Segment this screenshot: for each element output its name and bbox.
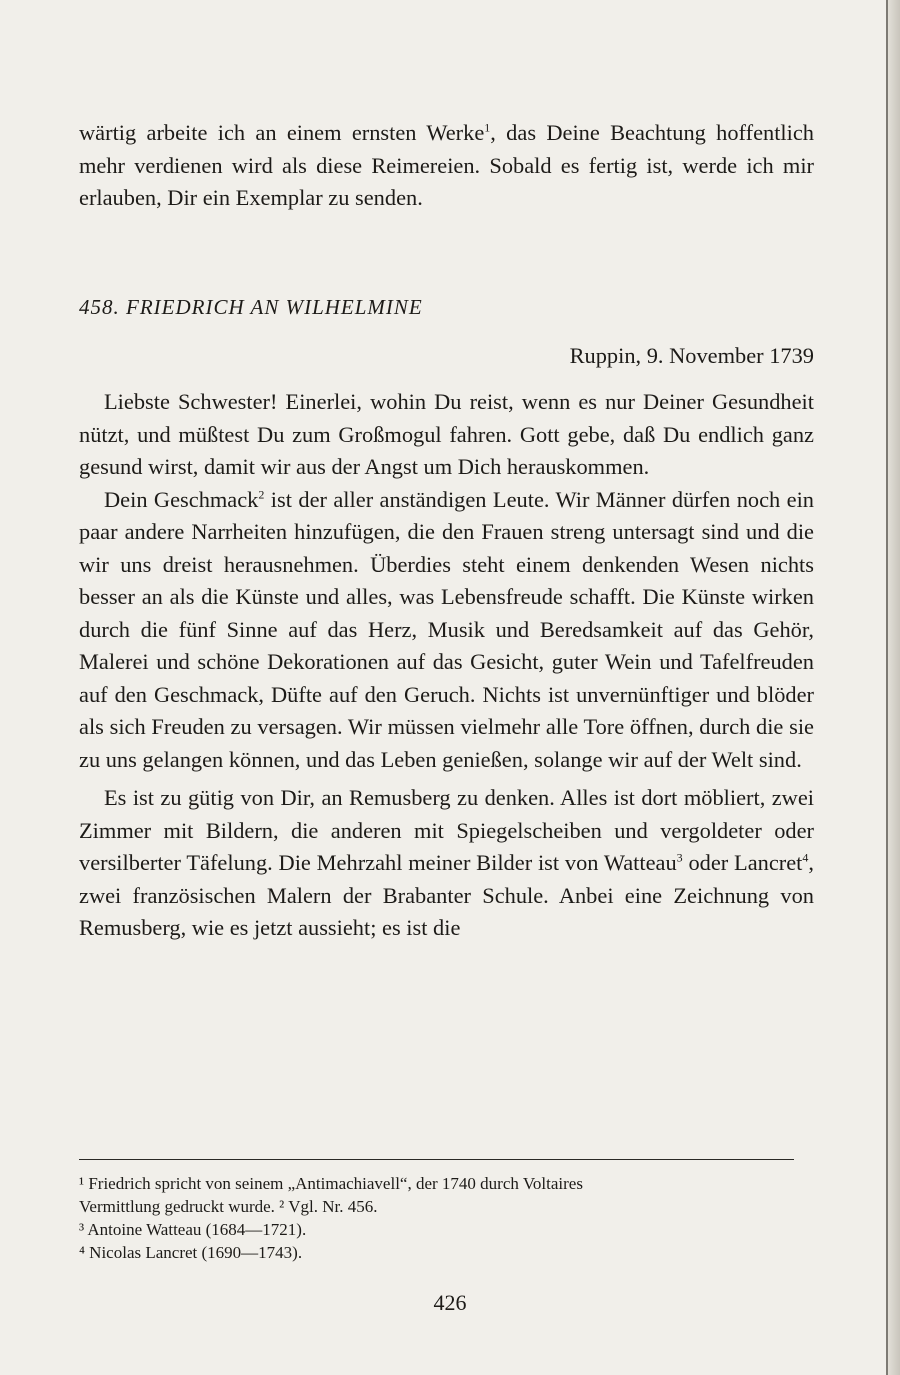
footnote-4: ⁴ Nicolas Lancret (1690—1743). (79, 1243, 303, 1262)
paragraph-text: wärtig arbeite ich an einem ernsten Werke (79, 120, 485, 145)
footnote-ref-2[interactable]: 2 (258, 487, 265, 502)
page-edge (886, 0, 900, 1375)
page-number: 426 (433, 1290, 467, 1315)
paragraph-1: Liebste Schwester! Einerlei, wohin Du reist, wenn es nur Deiner Gesundheit nützt, und müßtest Du zum Großmogul fahren. Gott gebe, daß Du endlich ganz gesund wirst, damit wir aus der Angst um Dich herauskommen. (79, 389, 814, 479)
page-border-line (886, 0, 888, 1375)
paragraph-text: , zwei französischen Malern der Brabanter Schule. Anbei eine Zeichnung von Remusberg, wie es jetzt aussieht; es ist die (79, 850, 814, 940)
paragraph-text: , das Deine Beachtung hoffentlich mehr verdienen wird als diese Reimereien. Sobald es fertig ist, werde ich mir erlauben, Dir ein Exemplar zu senden. (79, 120, 814, 210)
footnotes (79, 1172, 799, 1264)
footnote-3: ³ Antoine Watteau (1684—1721). (79, 1220, 307, 1239)
paragraph-text: Dein Geschmack (104, 486, 259, 512)
paragraph-text: ist der aller anständigen Leute. Wir Männer dürfen noch ein paar andere Narrheiten hinzufügen, die den Frauen streng untersagt sind und die wir uns dreist herausnehmen. Überdies steht einem denkenden Wesen nichts besser an als die Künste und alles, was Lebensfreude schafft. Die Künste wirken durch die fünf Sinne auf das Herz, Musik und Beredsamkeit auf das Gehör, Malerei und schöne Dekorationen auf das Gesicht, guter Wein und Tafelfreuden auf den Geschmack, Düfte auf den Geruch. Nichts ist unvernünftiger und blöder als sich Freuden zu versagen. Wir müssen vielmehr alle Tore öffnen, durch die sie zu uns gelangen können, und das Leben genießen, solange wir auf der Welt sind. (79, 486, 814, 772)
letter-body (79, 386, 814, 945)
paragraph-text: oder Lancret (682, 850, 803, 875)
paragraph-text: Es ist zu gütig von Dir, an Remusberg zu denken. Alles ist dort möbliert, zwei Zimmer mit Bildern, die anderen mit Spiegelscheiben und vergoldeter oder versilberter Täfelung. Die Mehrzahl meiner Bilder ist von Watteau (79, 785, 814, 875)
footnote-ref-3[interactable]: 3 (676, 850, 683, 865)
footnote-ref-4[interactable]: 4 (802, 850, 809, 865)
footnote-1: ¹ Friedrich spricht von seinem „Antimachiavell“, der 1740 durch Voltaires (79, 1174, 583, 1193)
footnote-divider (79, 1159, 794, 1160)
letter-heading: 458. FRIEDRICH AN WILHELMINE (79, 295, 423, 319)
letter-dateline: Ruppin, 9. November 1739 (569, 343, 814, 368)
paragraph-2 (79, 484, 814, 777)
footnote-ref-1[interactable]: 1 (484, 120, 491, 135)
footnote-1-cont: Vermittlung gedruckt wurde. ² Vgl. Nr. 456. (79, 1197, 378, 1216)
continued-paragraph (79, 117, 814, 215)
paragraph-3 (79, 782, 814, 945)
